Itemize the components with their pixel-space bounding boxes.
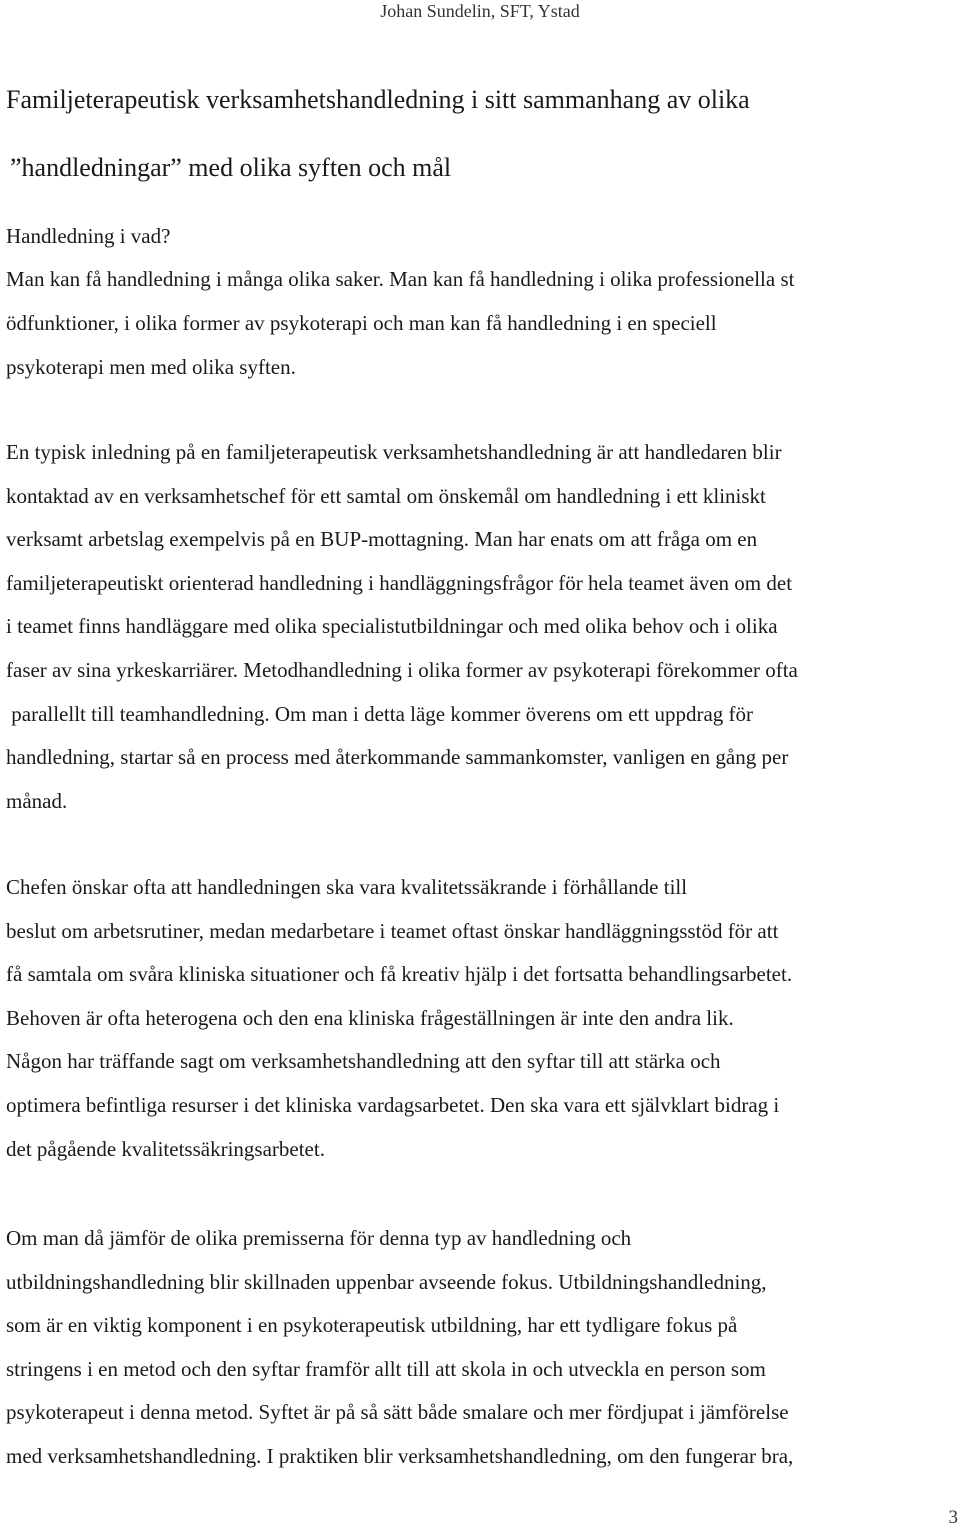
paragraph-line: beslut om arbetsrutiner, medan medarbetare i teamet oftast önskar handläggningsstöd för att	[6, 918, 779, 943]
paragraph-line: familjeterapeutiskt orienterad handledning i handläggningsfrågor för hela teamet även om det	[6, 570, 793, 595]
running-head: Johan Sundelin, SFT, Ystad	[380, 1, 580, 21]
intro-line: Man kan få handledning i många olika saker. Man kan få handledning i olika professionella st	[6, 267, 795, 291]
paragraph-line: En typisk inledning på en familjeterapeutisk verksamhetshandledning är att handledaren blir	[6, 440, 782, 464]
paragraph-line: få samtala om svåra kliniska situationer och få kreativ hjälp i det fortsatta behandlingsarbetet.	[6, 962, 793, 987]
paragraph-line: psykoterapeut i denna metod. Syftet är på så sätt både smalare och mer fördjupat i jämförelse	[6, 1400, 789, 1425]
document-title-line-2: ”handledningar” med olika syften och mål	[10, 153, 452, 182]
paragraph-3	[6, 1217, 960, 1479]
paragraph-2	[6, 866, 960, 1171]
paragraph-line: parallellt till teamhandledning. Om man i detta läge kommer överens om ett uppdrag för	[6, 701, 754, 726]
paragraph-line: som är en viktig komponent i en psykoterapeutisk utbildning, har ett tydligare fokus på	[6, 1313, 738, 1338]
intro-question: Handledning i vad?	[6, 224, 171, 248]
page-number: 3	[948, 1507, 958, 1528]
paragraph-line: månad.	[6, 788, 68, 813]
paragraph-line: Om man då jämför de olika premisserna för denna typ av handledning och	[6, 1226, 632, 1250]
paragraph-line: Behoven är ofta heterogena och den ena kliniska frågeställningen är inte den andra lik.	[6, 1005, 734, 1030]
paragraph-line: verksamt arbetslag exempelvis på en BUP-mottagning. Man har enats om att fråga om en	[6, 527, 758, 552]
paragraph-line: Chefen önskar ofta att handledningen ska vara kvalitetssäkrande i förhållande till	[6, 875, 688, 899]
intro-line: psykoterapi men med olika syften.	[6, 355, 296, 379]
intro-line: ödfunktioner, i olika former av psykoterapi och man kan få handledning i en speciell	[6, 311, 717, 335]
paragraph-1	[6, 431, 960, 823]
paragraph-line: med verksamhetshandledning. I praktiken blir verksamhetshandledning, om den fungerar bra,	[6, 1443, 794, 1468]
paragraph-line: handledning, startar så en process med återkommande sammankomster, vanligen en gång per	[6, 745, 789, 770]
paragraph-line: stringens i en metod och den syftar framför allt till att skola in och utveckla en person som	[6, 1356, 766, 1381]
paragraph-line: kontaktad av en verksamhetschef för ett samtal om önskemål om handledning i ett kliniskt	[6, 483, 766, 508]
paragraph-line: optimera befintliga resurser i det kliniska vardagsarbetet. Den ska vara ett självklart bidrag i	[6, 1092, 780, 1117]
document-title-line-1: Familjeterapeutisk verksamhetshandledning i sitt sammanhang av olika	[6, 85, 750, 114]
paragraph-line: det pågående kvalitetssäkringsarbetet.	[6, 1136, 325, 1161]
paragraph-line: faser av sina yrkeskarriärer. Metodhandledning i olika former av psykoterapi förekommer ofta	[6, 657, 798, 682]
paragraph-line: i teamet finns handläggare med olika specialistutbildningar och med olika behov och i olika	[6, 614, 778, 639]
paragraph-line: Någon har träffande sagt om verksamhetshandledning att den syftar till att stärka och	[6, 1049, 721, 1074]
paragraph-line: utbildningshandledning blir skillnaden uppenbar avseende fokus. Utbildningshandledning,	[6, 1269, 767, 1294]
